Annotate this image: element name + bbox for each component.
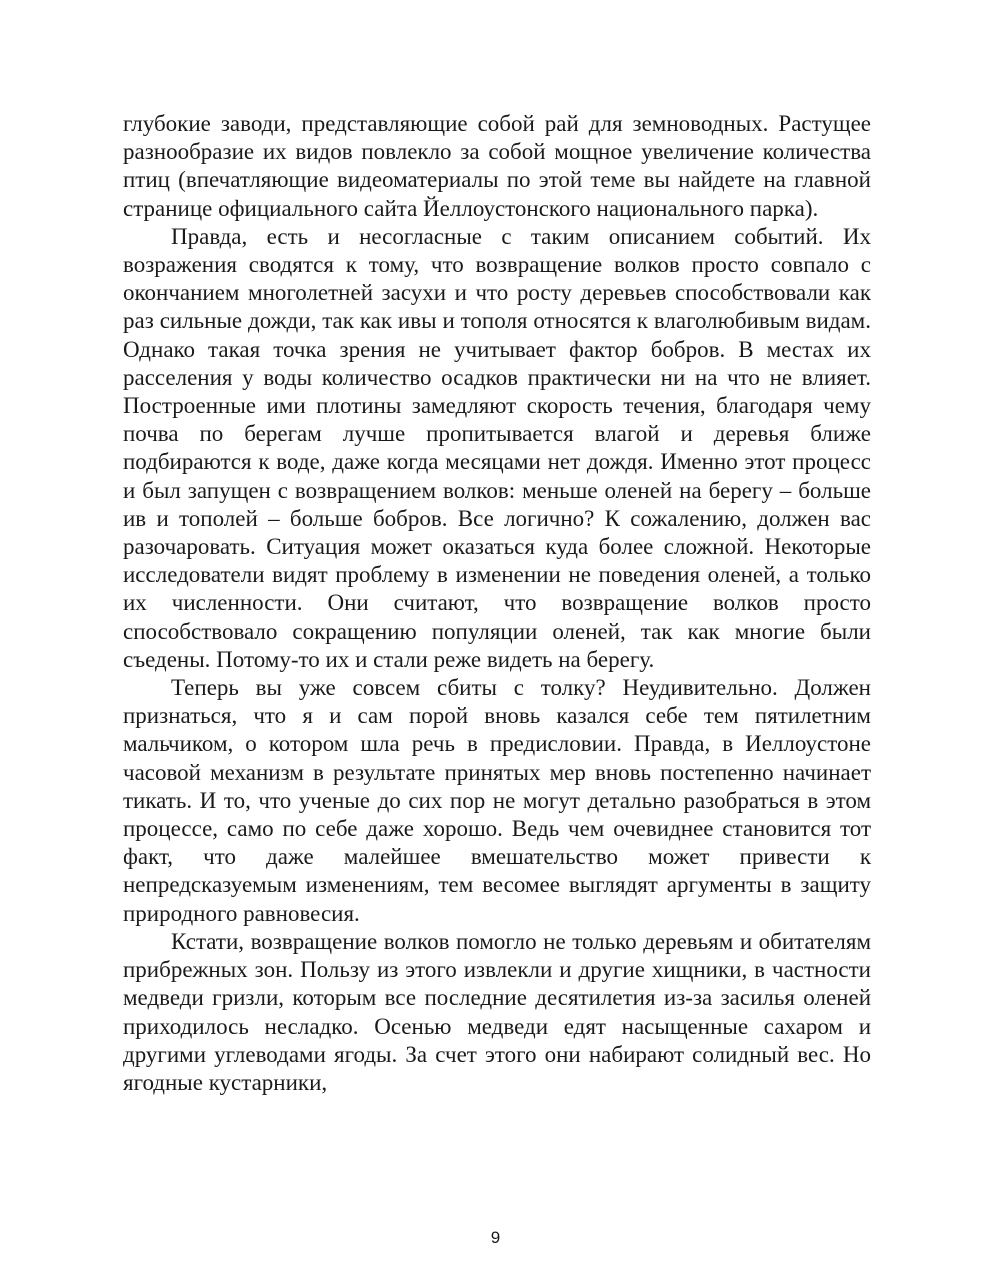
paragraph-dissent: Правда, есть и несогласные с таким описанием событий. Их возражения сводятся к тому, что возвращение волков просто совпало с окончанием многолетней засухи и что росту деревьев способствовали как раз сильные дожди, так как ивы и тополя относятся к влаголюбивым видам. Однако такая точка зрения не учитывает фактор бобров. В местах их расселения у воды количество осадков практически ни на что не влияет. Построенные ими плотины замедляют скорость течения, благодаря чему почва по берегам лучше пропитывается влагой и деревья ближе подбираются к воде, даже когда месяцами нет дождя. Именно этот процесс и был запущен с возвращением волков: меньше оленей на берегу – больше ив и тополей – больше бобров. Все логично? К сожалению, должен вас разочаровать. Ситуация может оказаться куда более сложной. Некоторые исследователи видят проблему в изменении не поведения оленей, а только их численности. Они считают, что возвращение волков просто способствовало сокращению популяции оленей, так как многие были съедены. Потому-то их и стали реже видеть на берегу. — [123, 223, 871, 672]
paragraph-grizzlies: Кстати, возвращение волков помогло не только деревьям и обитателям прибрежных зон. Пользу из этого извлекли и другие хищники, в частности медведи гризли, которым все последние десятилетия из-за засилья оленей приходилось несладко. Осенью медведи едят насыщенные сахаром и другими углеводами ягоды. За счет этого они набирают солидный вес. Но ягодные кустарники, — [123, 928, 871, 1095]
paragraph-continuation: глубокие заводи, представляющие собой рай для земноводных. Растущее разнообразие их видов повлекло за собой мощное увеличение количества птиц (впечатляющие видеоматериалы по этой теме вы найдете на главной странице официального сайта Йеллоустонского национального парка). — [123, 111, 871, 221]
page-body — [123, 110, 871, 1097]
paragraph-confusion: Теперь вы уже совсем сбиты с толку? Неудивительно. Должен признаться, что я и сам порой вновь казался себе тем пятилетним мальчиком, о котором шла речь в предисловии. Правда, в Иеллоустоне часовой механизм в результате принятых мер вновь постепенно начинает тикать. И то, что ученые до сих пор не могут детально разобраться в этом процессе, само по себе даже хорошо. Ведь чем очевиднее становится тот факт, что даже малейшее вмешательство может привести к непредсказуемым изменениям, тем весомее выглядят аргументы в защиту природного равновесия. — [123, 675, 871, 926]
page-number: 9 — [490, 1228, 501, 1247]
